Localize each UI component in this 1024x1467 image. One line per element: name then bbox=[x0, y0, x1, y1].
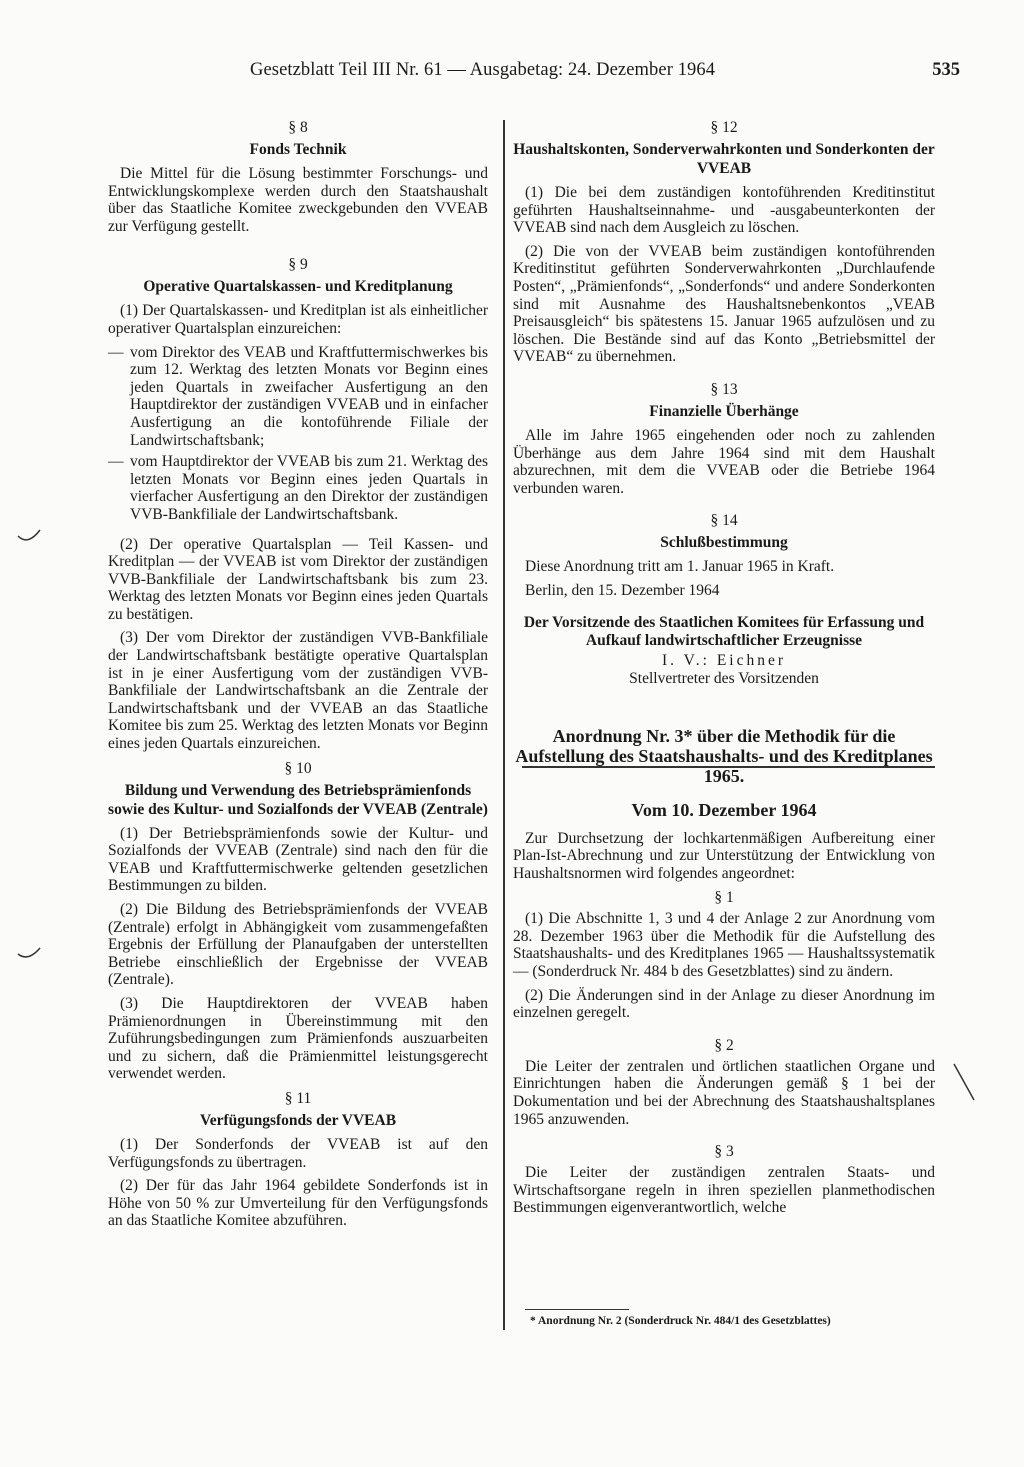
ordinance-section-1-number: § 1 bbox=[714, 889, 734, 907]
ordinance-section-2-paragraph: Die Leiter der zentralen und örtlichen staatlichen Organe und Einrichtungen haben die Änderungen gemäß § 1 bei der Dokumentation und bei der Abrechnung des Staatshaushaltsplanes 1965 anzuwenden. bbox=[513, 1057, 935, 1128]
section-11-paragraph-2: (2) Der für das Jahr 1964 gebildete Sonderfonds ist in Höhe von 50 % zur Umverteilung für den Verfügungsfonds an das Staatliche Komitee abzuführen. bbox=[108, 1177, 488, 1230]
list-dash: — bbox=[108, 453, 124, 471]
section-10-paragraph-1: (1) Der Betriebsprämienfonds sowie der Kultur- und Sozialfonds der VVEAB (Zentrale) sind nach den für die VEAB und Kraftfuttermischwerke geltenden gesetzlichen Bestimmungen zu bilden. bbox=[108, 824, 488, 895]
ordinance-date: Vom 10. Dezember 1964 bbox=[631, 799, 817, 820]
section-10-number: § 10 bbox=[284, 759, 312, 777]
list-item-text: vom Hauptdirektor der VVEAB bis zum 21. Werktag des letzten Monats vor Beginn eines jeden Quartals in vierfacher Ausfertigung an den Direktor der zuständigen VVB-Bankfiliale der Landwirtschaftsbank. bbox=[130, 453, 488, 523]
section-9-paragraph-3: (3) Der vom Direktor der zuständigen VVB-Bankfiliale der Landwirtschaftsbank bestätigte operative Quartalsplan ist in je einer Ausfertigung vom der zuständigen VVB-Bankfiliale der Landwirtschaftsbank an die Zentrale der Landwirtschaftsbank und der VVEAB an das Staatliche Komitee bis zum 25. Werktag des letzten Monats vor Beginn eines jeden Quartals einzureichen. bbox=[108, 629, 488, 753]
ordinance-section-1-paragraph-2: (2) Die Änderungen sind in der Anlage zu dieser Anordnung im einzelnen geregelt. bbox=[513, 986, 935, 1022]
list-item-text: vom Direktor des VEAB und Kraftfuttermischwerkes bis zum 12. Werktag des letzten Monats vor Beginn eines jeden Quartals in zweifacher Ausfertigung an den Hauptdirektor der zuständigen VVEAB und in einfacher Ausfertigung an die kontoführende Filiale der Landwirtschaftsbank; bbox=[130, 343, 488, 449]
column-divider bbox=[503, 120, 505, 1330]
section-12-number: § 12 bbox=[710, 119, 738, 136]
section-10-title: Bildung und Verwendung des Betriebsprämienfonds sowie des Kultur- und Sozialfonds der VVEAB (Zentrale) bbox=[108, 781, 488, 818]
section-10-paragraph-2: (2) Die Bildung des Betriebsprämienfonds der VVEAB (Zentrale) erfolgt in Abhängigkeit vom zusammengefaßten Ergebnis der Erfüllung der Planaufgaben der unterstellten Betriebe einschließlich der Ergebnisse der VVEAB (Zentrale). bbox=[108, 901, 488, 989]
section-8-number: § 8 bbox=[288, 119, 308, 136]
place-date: Berlin, den 15. Dezember 1964 bbox=[525, 581, 720, 599]
section-11-number: § 11 bbox=[284, 1089, 312, 1107]
section-9-title: Operative Quartalskassen- und Kreditplanung bbox=[143, 278, 453, 296]
ordinance-section-3-number: § 3 bbox=[714, 1143, 734, 1161]
signature-role: Stellvertreter des Vorsitzenden bbox=[629, 669, 819, 687]
ordinance-title: Anordnung Nr. 3* über die Methodik für die Aufstellung des Staatshaushalts- und des Kreditplanes 1965. bbox=[515, 725, 933, 786]
list-item bbox=[108, 344, 488, 450]
list-dash: — bbox=[108, 343, 124, 361]
section-12-title: Haushaltskonten, Sonderverwahrkonten und Sonderkonten der VVEAB bbox=[513, 141, 935, 177]
header-title: Gesetzblatt Teil III Nr. 61 — Ausgabetag: 24. Dezember 1964 bbox=[250, 60, 716, 80]
ordinance-section-3-paragraph: Die Leiter der zuständigen zentralen Staats- und Wirtschaftsorgane regeln in ihren speziellen planmethodischen Bestimmungen eigenverantwortlich, welche bbox=[513, 1164, 935, 1217]
section-9-paragraph-2: (2) Der operative Quartalsplan — Teil Kassen- und Kreditplan — der VVEAB ist vom Direktor der zuständigen VVB-Bankfiliale der Landwirtschaftsbank bis zum 23. Werktag des letzten Monats vor Beginn eines jeden Quartals zu bestätigen. bbox=[108, 535, 488, 623]
section-14-paragraph: Diese Anordnung tritt am 1. Januar 1965 in Kraft. bbox=[525, 558, 835, 576]
page-header bbox=[250, 60, 960, 88]
section-10-paragraph-3: (3) Die Hauptdirektoren der VVEAB haben Prämienordnungen in Übereinstimmung mit den Zuführungsbedingungen zum Prämienfonds auszuarbeiten und zu sichern, daß die Prämienmittel leistungsgerecht verwendet werden. bbox=[108, 994, 488, 1083]
section-12-paragraph-2: (2) Die von der VVEAB beim zuständigen kontoführenden Kreditinstitut geführten Sonderverwahrkonten „Durchlaufende Posten“, „Prämienfonds“, „Sonderfonds“ und andere Sonderkonten sind mit Ausnahme des Haushaltsnebenkontos „VEAB Preisausgleich“ bis spätestens 15. Januar 1965 aufzulösen und zu löschen. Die Bestände sind auf das Konto „Betriebsmittel der VVEAB“ zu übernehmen. bbox=[513, 242, 935, 366]
section-13-number: § 13 bbox=[710, 380, 738, 398]
footnote: * Anordnung Nr. 2 (Sonderdruck Nr. 484/1 des Gesetzblattes) bbox=[530, 1315, 831, 1327]
section-11-paragraph-1: (1) Der Sonderfonds der VVEAB ist auf den Verfügungsfonds zu übertragen. bbox=[108, 1135, 488, 1171]
footnote-rule bbox=[525, 1309, 629, 1310]
section-13-title: Finanzielle Überhänge bbox=[649, 402, 799, 420]
right-column bbox=[513, 118, 935, 1223]
ordinance-section-1-paragraph-1: (1) Die Abschnitte 1, 3 und 4 der Anlage 2 zur Anordnung vom 28. Dezember 1963 über die Methodik für die Aufstellung des Staatshaushalts- und des Kreditplanes 1965 — Haushaltssystematik — (Sonderdruck Nr. 484 b des Gesetzblattes) sind zu ändern. bbox=[513, 910, 935, 981]
section-8-paragraph: Die Mittel für die Lösung bestimmter Forschungs- und Entwicklungskomplexe werden durch den Staatshaushalt über das Staatliche Komitee zweckgebunden den VVEAB zur Verfügung gestellt. bbox=[108, 165, 488, 235]
signature-name: I. V.: Eichner bbox=[661, 651, 787, 669]
ordinance-intro: Zur Durchsetzung der lochkartenmäßigen Aufbereitung einer Plan-Ist-Abrechnung und zur Unterstützung der Entwicklung von Haushaltsnormen wird folgendes angeordnet: bbox=[513, 829, 935, 882]
section-13-paragraph: Alle im Jahre 1965 eingehenden oder noch zu zahlenden Überhänge aus dem Jahre 1964 sind mit dem Haushalt abzurechnen, mit dem die VVEAB oder die Betriebe 1964 verbunden waren. bbox=[513, 426, 935, 497]
section-14-number: § 14 bbox=[710, 512, 738, 530]
section-12-paragraph-1: (1) Die bei dem zuständigen kontoführenden Kreditinstitut geführten Haushaltseinnahme- und -ausgabeunterkonten der VVEAB sind nach dem Ausgleich zu löschen. bbox=[513, 184, 935, 237]
page-number: 535 bbox=[932, 60, 960, 80]
margin-mark bbox=[14, 940, 44, 970]
section-14-title: Schlußbestimmung bbox=[660, 534, 788, 552]
section-8-title: Fonds Technik bbox=[249, 141, 347, 158]
ordinance-section-2-number: § 2 bbox=[714, 1036, 734, 1054]
list-item bbox=[108, 453, 488, 523]
section-9-paragraph-1: (1) Der Quartalskassen- und Kreditplan ist als einheitlicher operativer Quartalsplan einzureichen: bbox=[108, 302, 488, 337]
margin-mark bbox=[14, 520, 44, 550]
section-9-number: § 9 bbox=[288, 256, 308, 274]
signature-organization: Der Vorsitzende des Staatlichen Komitees für Erfassung und Aufkauf landwirtschaftlicher Erzeugnisse bbox=[523, 613, 925, 649]
section-11-title: Verfügungsfonds der VVEAB bbox=[199, 1111, 397, 1129]
margin-mark bbox=[950, 1060, 980, 1110]
left-column bbox=[108, 118, 488, 1236]
